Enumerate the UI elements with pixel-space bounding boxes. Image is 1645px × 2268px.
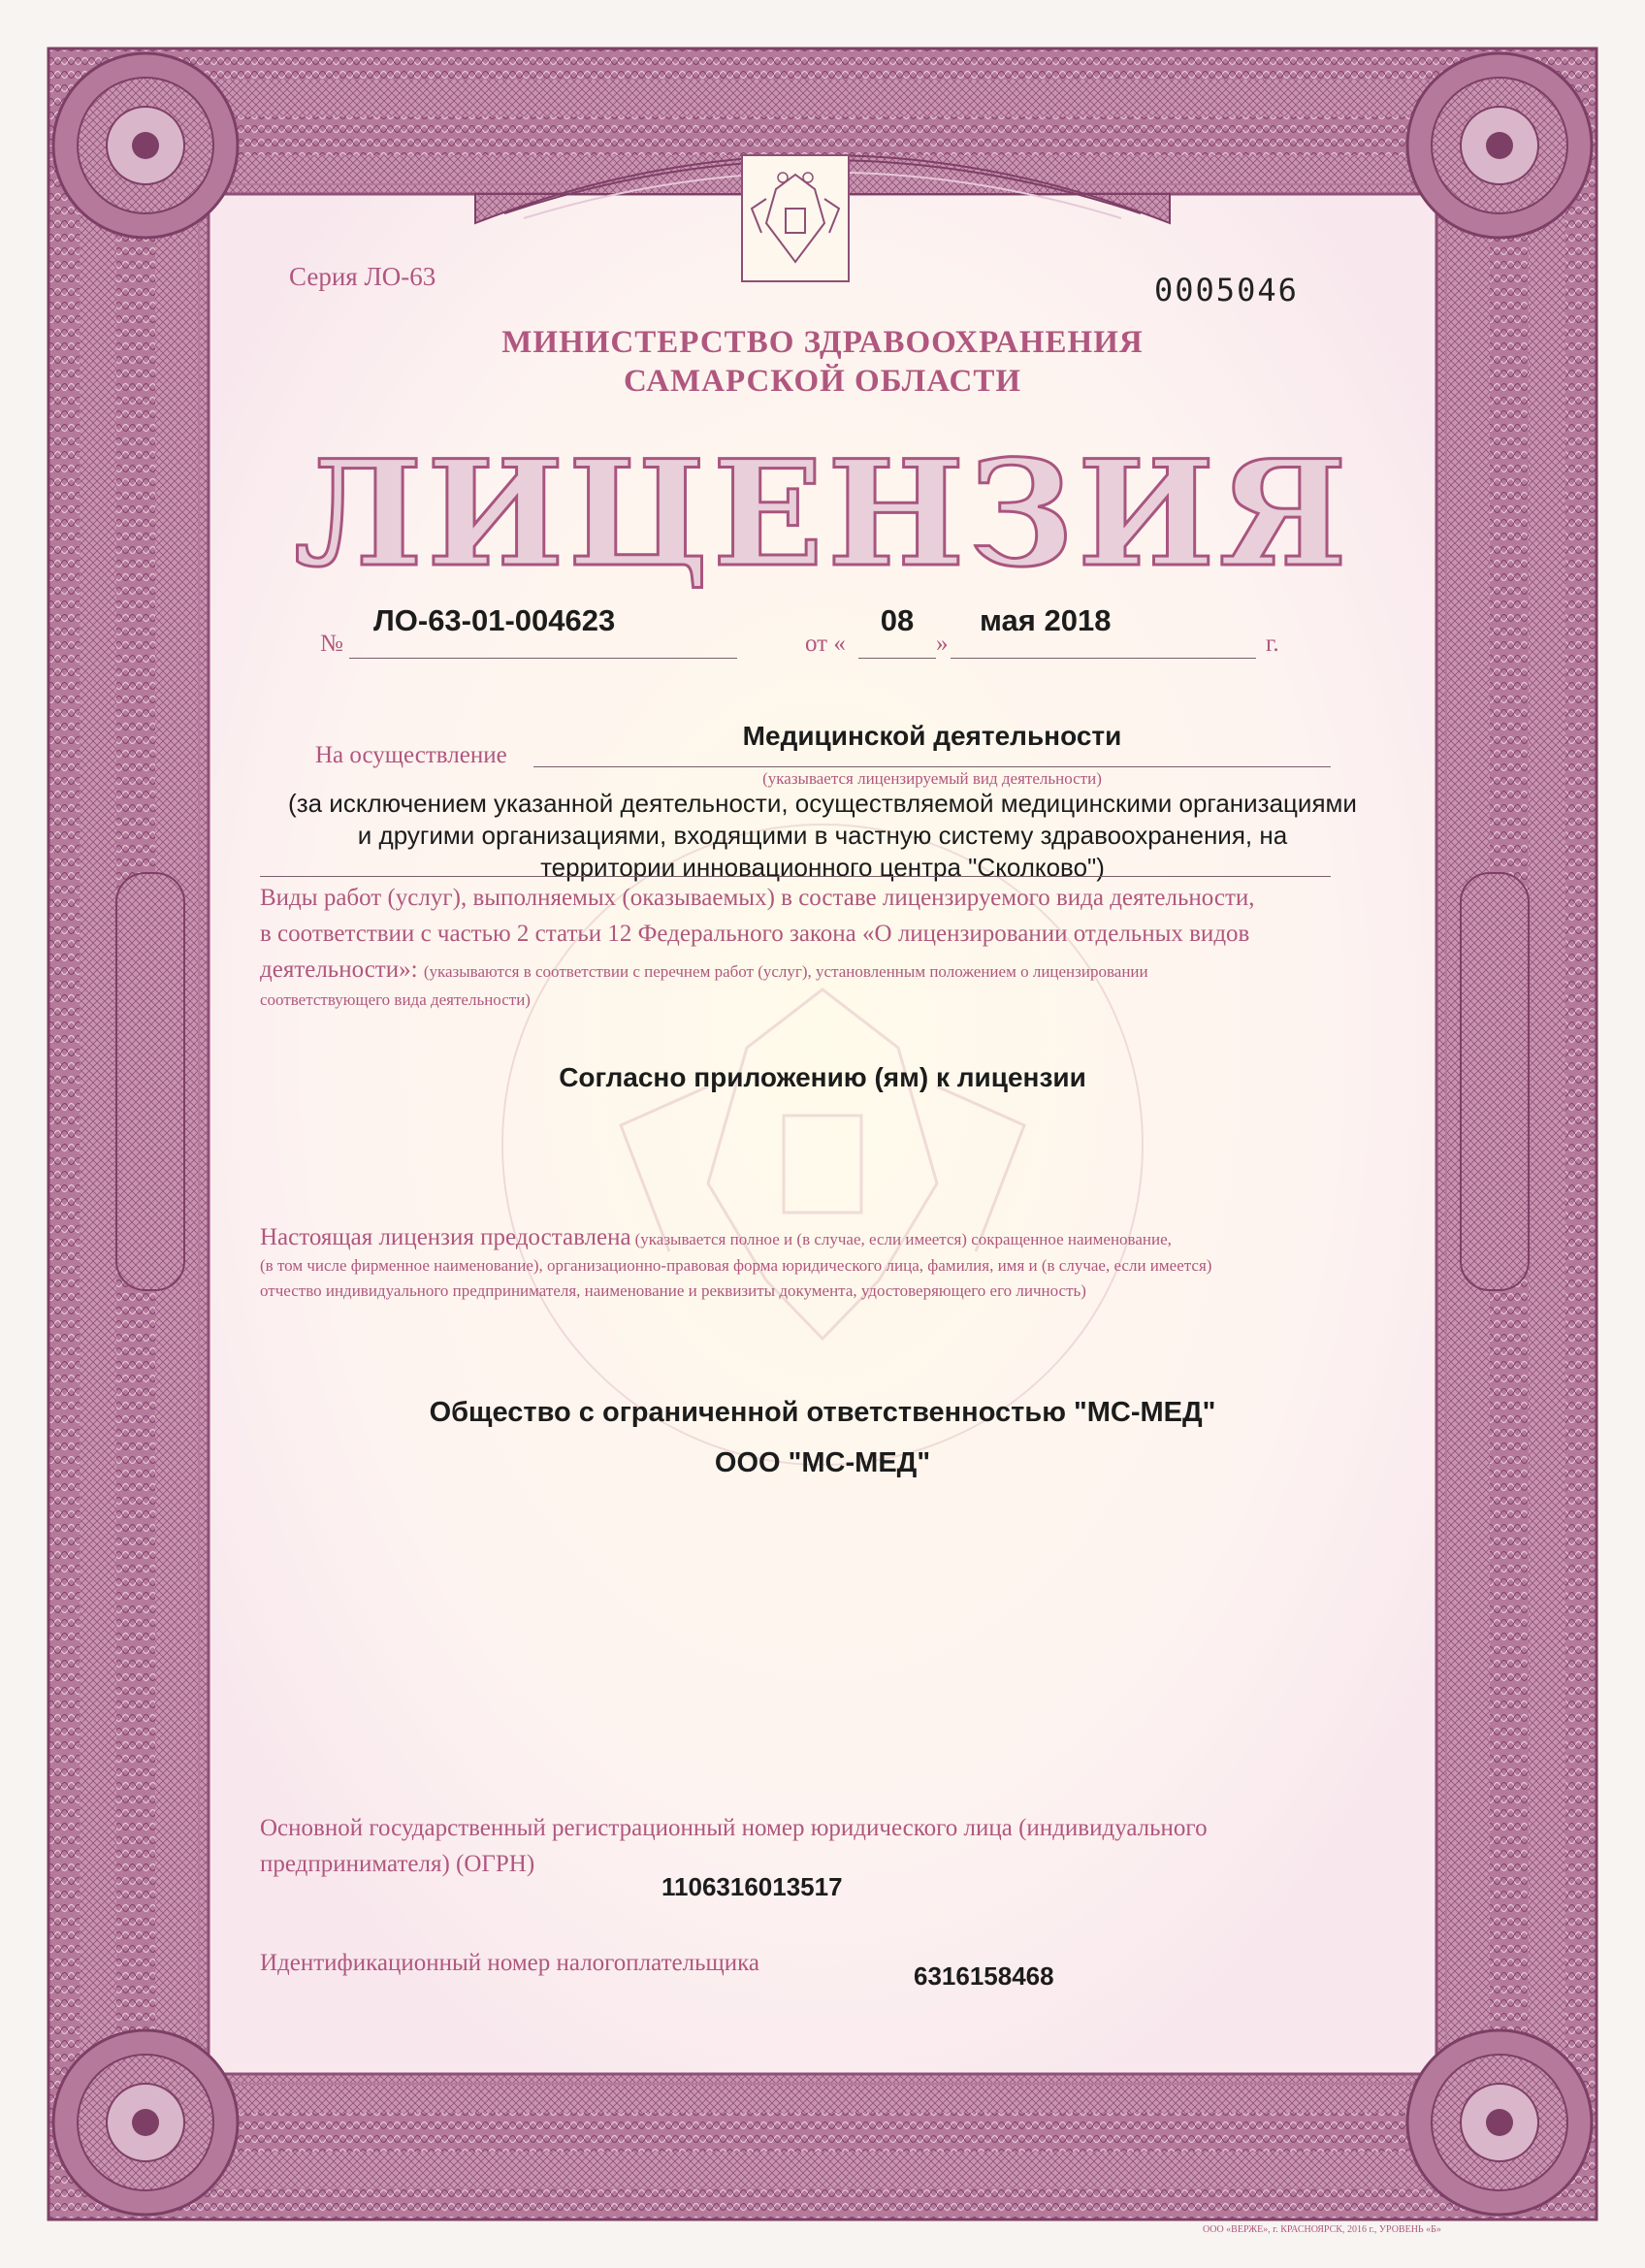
month-year-underline xyxy=(951,658,1256,659)
ministry-line-1: МИНИСТЕРСТВО ЗДРАВООХРАНЕНИЯ xyxy=(501,325,1144,360)
inn-value: 6316158468 xyxy=(914,1961,1054,1991)
corner-rosette-tl xyxy=(53,53,238,238)
date-from-label: от « xyxy=(805,631,846,657)
activity-hint: (указывается лицензируемый вид деятельности) xyxy=(762,769,1102,788)
works-line-4-hint: соответствующего вида деятельности) xyxy=(260,990,531,1009)
works-line-3-main: деятельности»: xyxy=(260,956,418,983)
activity-value: Медицинской деятельности xyxy=(742,721,1122,751)
document-title: ЛИЦЕНЗИЯ xyxy=(294,429,1351,599)
activity-label: На осуществление xyxy=(315,742,507,768)
date-year-suffix: г. xyxy=(1266,631,1279,657)
holder-label: Настоящая лицензия предоставлена xyxy=(260,1224,631,1250)
holder-hint-1: (указывается полное и (в случае, если имеется) сокращенное наименование, xyxy=(634,1230,1172,1248)
activity-note-line-2: и другими организациями, входящими в частную систему здравоохранения, на xyxy=(357,821,1288,850)
series-label: Серия ЛО-63 xyxy=(289,262,436,291)
corner-rosette-tr xyxy=(1407,53,1592,238)
number-underline xyxy=(349,658,737,659)
holder-hint-3: отчество индивидуального предпринимателя, наименование и реквизиты документа, удостоверяющего его личность) xyxy=(260,1281,1086,1300)
inn-label: Идентификационный номер налогоплательщика xyxy=(260,1950,760,1976)
printer-note: ООО «ВЕРЖЕ», г. КРАСНОЯРСК, 2016 г., УРОВЕНЬ «Б» xyxy=(1203,2224,1441,2235)
activity-note-underline xyxy=(260,876,1331,877)
date-day: 08 xyxy=(880,603,915,637)
works-line-3-hint: (указываются в соответствии с перечнем работ (услуг), установленным положением о лицензировании xyxy=(423,962,1148,981)
corner-rosette-br xyxy=(1407,2030,1592,2215)
day-underline xyxy=(858,658,936,659)
works-description xyxy=(260,880,1337,1011)
activity-note-line-3: территории инновационного центра "Сколково") xyxy=(540,853,1105,882)
ministry-line-2: САМАРСКОЙ ОБЛАСТИ xyxy=(623,364,1022,399)
holder-short-name: ООО "МС-МЕД" xyxy=(714,1447,931,1478)
corner-rosette-bl xyxy=(53,2030,238,2215)
serial-number: 0005046 xyxy=(1154,272,1299,308)
works-line-2: в соответствии с частью 2 статьи 12 Федерального закона «О лицензировании отдельных видов xyxy=(260,921,1250,947)
ogrn-value: 1106316013517 xyxy=(661,1872,843,1901)
holder-hint-2: (в том числе фирменное наименование), организационно-правовая форма юридического лица, фамилия, имя и (в случае, если имеется) xyxy=(260,1256,1212,1275)
works-line-1: Виды работ (услуг), выполняемых (оказываемых) в составе лицензируемого вида деятельности, xyxy=(260,885,1255,911)
holder-description xyxy=(260,1225,1337,1304)
ogrn-label-line-1: Основной государственный регистрационный номер юридического лица (индивидуального xyxy=(260,1815,1208,1841)
ogrn-label-line-2: предпринимателя) (ОГРН) xyxy=(260,1851,535,1877)
date-month-year: мая 2018 xyxy=(980,603,1112,637)
number-label: № xyxy=(320,631,343,657)
holder-full-name: Общество с ограниченной ответственностью "МС-МЕД" xyxy=(429,1397,1216,1428)
license-number: ЛО-63-01-004623 xyxy=(373,603,616,637)
activity-note xyxy=(209,788,1436,884)
activity-underline xyxy=(533,766,1331,767)
date-close-quote: » xyxy=(936,631,949,657)
activity-note-line-1: (за исключением указанной деятельности, осуществляемой медицинскими организациями xyxy=(288,789,1357,818)
ogrn-label xyxy=(260,1810,1337,1882)
works-line-3 xyxy=(260,952,1337,989)
coat-of-arms-icon xyxy=(742,155,849,281)
works-value: Согласно приложению (ям) к лицензии xyxy=(559,1062,1086,1092)
